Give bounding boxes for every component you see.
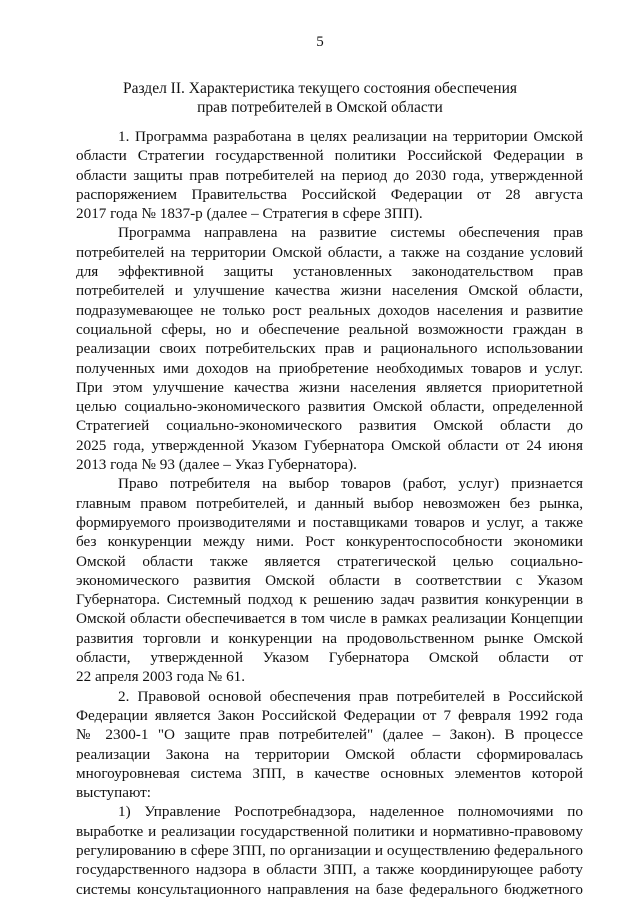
text-line: 2. Правовой основой обеспечения прав потребителей в Российской <box>118 687 583 705</box>
text-line: Губернатора. Системный подход к решению задач развития конкуренции в <box>76 591 583 609</box>
text-line: экономического развития Омской области в соответствии с Указом <box>76 571 583 589</box>
text-line: Право потребителя на выбор товаров (работ, услуг) признается <box>118 475 583 493</box>
text-line: для эффективной защиты установленных законодательством прав <box>76 263 583 281</box>
text-line: реализации своих потребительских прав и рационального использовании <box>76 340 583 358</box>
text-line: социальной сферы, но и обеспечение реальной возможности граждан в <box>76 320 583 338</box>
text-line: 1. Программа разработана в целях реализации на территории Омской <box>118 128 583 145</box>
text-line: полученных ими доходов на приобретение необходимых товаров и услуг. <box>76 359 583 377</box>
text-line: целью социально-экономического развития Омской области, определенной <box>76 398 583 416</box>
section-title <box>60 79 580 117</box>
text-line: Стратегией социально-экономического развития Омской области до <box>76 417 583 435</box>
text-line: Программа направлена на развитие системы обеспечения прав <box>118 224 583 242</box>
text-line: Омской области также является стратегической целью социально- <box>76 552 583 570</box>
text-line: распоряжением Правительства Российской Федерации от 28 августа <box>76 185 583 203</box>
text-line: регулированию в сфере ЗПП, по организации и осуществлению федерального <box>76 841 583 859</box>
text-line: 1) Управление Роспотребнадзора, наделенное полномочиями по <box>118 803 583 821</box>
paragraph-3 <box>76 474 583 686</box>
text-line: выступают: <box>76 784 152 802</box>
paragraph-5 <box>76 802 583 898</box>
text-line: При этом улучшение качества жизни населения является приоритетной <box>76 378 583 396</box>
paragraph-4 <box>76 687 583 803</box>
text-line: Федерации является Закон Российской Федерации от 7 февраля 1992 года <box>76 706 583 724</box>
text-line: области, утвержденной Указом Губернатора Омской области от <box>76 649 583 667</box>
text-line: Омской области обеспечивается в том числе в рамках реализации Концепции <box>76 610 583 628</box>
text-line: 2017 года № 1837-р (далее – Стратегия в сфере ЗПП). <box>76 205 423 223</box>
text-line: 22 апреля 2003 года № 61. <box>76 668 246 686</box>
section-title-line: прав потребителей в Омской области <box>197 99 443 116</box>
text-line: реализации Закона на территории Омской области сформировалась <box>76 745 583 763</box>
text-line: подразумевающее не только рост реальных доходов населения и развитие <box>76 301 583 319</box>
text-line: развития торговли и конкуренции на продовольственном рынке Омской <box>76 629 583 647</box>
text-line: многоуровневая система ЗПП, в качестве основных элементов которой <box>76 764 583 782</box>
text-line: 2013 года № 93 (далее – Указ Губернатора). <box>76 456 357 474</box>
text-line: области Стратегии государственной политики Российской Федерации в <box>76 147 583 165</box>
text-line: области защиты прав потребителей на период до 2030 года, утвержденной <box>76 166 583 184</box>
text-line: № 2300-1 "О защите прав потребителей" (далее – Закон). В процессе <box>76 726 583 744</box>
paragraph-2 <box>76 223 583 474</box>
text-line: выработке и реализации государственной политики и нормативно-правовому <box>76 822 583 840</box>
paragraph-1 <box>76 127 583 223</box>
section-title-line: Раздел II. Характеристика текущего состояния обеспечения <box>122 80 518 97</box>
page-number: 5 <box>316 34 324 50</box>
text-line: главным правом потребителей, и данный выбор невозможен без рынка, <box>76 494 583 512</box>
text-line: 2025 года, утвержденной Указом Губернатора Омской области от 24 июня <box>76 436 583 454</box>
text-line: без конкуренции между ними. Рост конкурентоспособности экономики <box>76 533 583 551</box>
text-line: государственного надзора в области ЗПП, а также координирующее работу <box>76 861 583 879</box>
text-line: системы консультационного направления на базе федерального бюджетного <box>76 880 583 898</box>
text-line: потребителей на территории Омской области, а также на создание условий <box>76 243 583 261</box>
text-line: потребителей и улучшение качества жизни населения Омской области, <box>76 282 583 300</box>
text-line: формируемого производителями и поставщиками товаров и услуг, а также <box>76 513 583 531</box>
document-body <box>76 127 583 899</box>
